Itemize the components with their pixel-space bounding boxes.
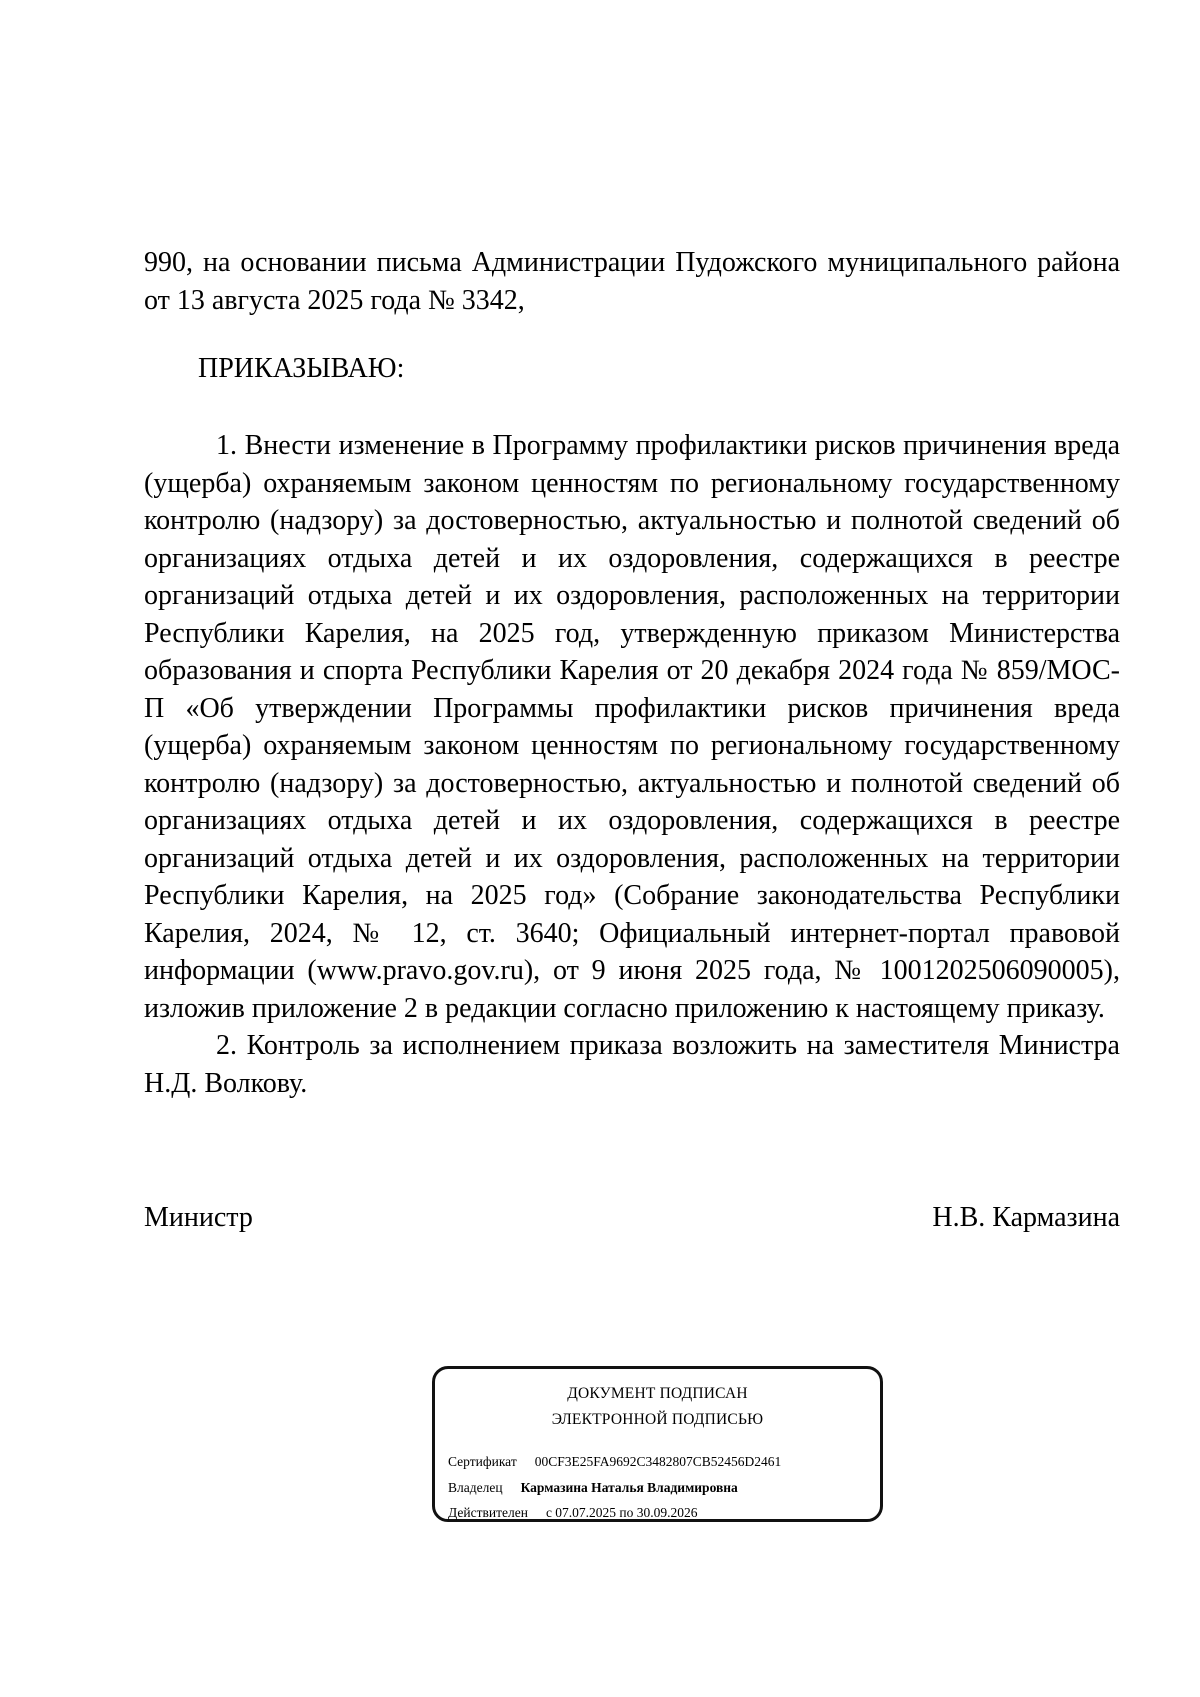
validity-label: Действителен: [448, 1505, 528, 1520]
order-heading: ПРИКАЗЫВАЮ:: [198, 353, 405, 384]
electronic-signature-stamp: [432, 1366, 883, 1522]
validity-value: с 07.07.2025 по 30.09.2026: [545, 1505, 698, 1520]
stamp-title: [435, 1381, 880, 1433]
intro-paragraph: [144, 244, 1120, 319]
order-item-2: 2. Контроль за исполнением приказа возложить на заместителя Министра Н.Д. Волкову.: [144, 1030, 1120, 1099]
owner-label: Владелец: [448, 1480, 503, 1495]
signatory-position: Министр: [144, 1202, 253, 1233]
intro-text: 990, на основании письма Администрации Пудожского муниципального района от 13 августа 2025 года № 3342,: [144, 247, 1120, 316]
owner-value: Кармазина Наталья Владимировна: [520, 1480, 738, 1495]
stamp-certificate-row: [448, 1453, 781, 1471]
certificate-value: 00CF3E25FA9692C3482807CB52456D2461: [534, 1454, 782, 1469]
order-items: [144, 427, 1120, 1102]
stamp-validity-row: [448, 1504, 698, 1522]
order-item-1: 1. Внести изменение в Программу профилактики рисков причинения вреда (ущерба) охраняемым законом ценностям по региональному государственному контролю (надзору) за достоверностью, актуальностью и полнотой сведений об организациях отдыха детей и их оздоровления, содержащихся в реестре организаций отдыха детей и их оздоровления, расположенных на территории Республики Карелия, на 2025 год, утвержденную приказом Министерства образования и спорта Республики Карелия от 20 декабря 2024 года № 859/МОС-П «Об утверждении Программы профилактики рисков причинения вреда (ущерба) охраняемым законом ценностям по региональному государственному контролю (надзору) за достоверностью, актуальностью и полнотой сведений об организациях отдыха детей и их оздоровления, содержащихся в реестре организаций отдыха детей и их оздоровления, расположенных на территории Республики Карелия, на 2025 год» (Собрание законодательства Республики Карелия, 2024, № 12, ст. 3640; Официальный интернет-портал правовой информации (www.pravo.gov.ru), от 9 июня 2025 года, № 1001202506090005), изложив приложение 2 в редакции согласно приложению к настоящему приказу.: [144, 430, 1120, 1024]
stamp-title-line-1: ДОКУМЕНТ ПОДПИСАН: [567, 1385, 748, 1402]
signatory-name: Н.В. Кармазина: [932, 1202, 1120, 1233]
stamp-owner-row: [448, 1479, 738, 1497]
certificate-label: Сертификат: [448, 1454, 517, 1469]
stamp-title-line-2: ЭЛЕКТРОННОЙ ПОДПИСЬЮ: [551, 1411, 764, 1428]
signature-block: [144, 1199, 1120, 1237]
